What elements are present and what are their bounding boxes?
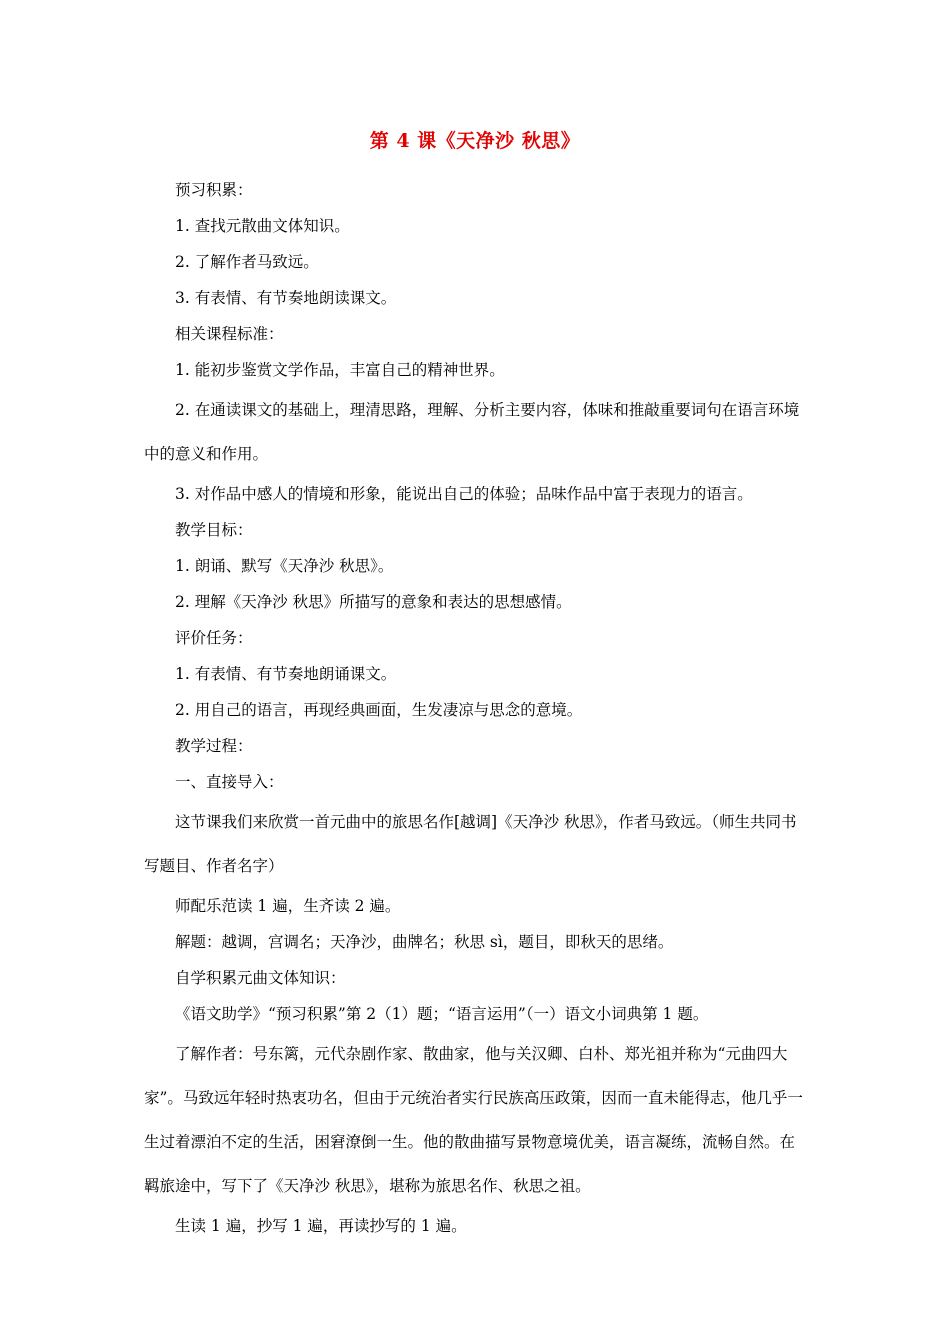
paragraph: 评价任务： [175,629,253,647]
document-body [144,172,806,1244]
paragraph: 《语文助学》“预习积累”第 2（1）题；“语言运用”（一）语文小词典第 1 题。 [175,1005,709,1023]
paragraph: 了解作者：号东篱，元代杂剧作家、散曲家，他与关汉卿、白朴、郑光祖并称为“元曲四大家”。马致远年轻时热衷功名，但由于元统治者实行民族高压政策，因而一直未能得志，他几乎一生过着漂泊不定的生活，困窘潦倒一生。他的散曲描写景物意境优美，语言凝练，流畅自然。在羁旅途中，写下了《天净沙 秋思》，堪称为旅思名作、秋思之祖。 [144,1045,803,1195]
paragraph: 1. 朗诵、默写《天净沙 秋思》。 [175,557,394,575]
paragraph: 预习积累： [175,181,253,199]
paragraph: 3. 有表情、有节奏地朗读课文。 [175,289,397,307]
paragraph: 生读 1 遍，抄写 1 遍，再读抄写的 1 遍。 [175,1217,467,1235]
paragraph: 解题：越调，宫调名；天净沙，曲牌名；秋思 sì，题目，即秋天的思绪。 [175,933,674,951]
paragraph: 一、直接导入： [175,773,284,791]
document-title: 第 4 课《天净沙 秋思》 [369,130,581,152]
paragraph: 2. 了解作者马致远。 [175,253,319,271]
paragraph: 1. 能初步鉴赏文学作品，丰富自己的精神世界。 [175,361,505,379]
paragraph: 教学目标： [175,521,253,539]
paragraph: 3. 对作品中感人的情境和形象，能说出自己的体验；品味作品中富于表现力的语言。 [175,485,753,503]
paragraph: 2. 用自己的语言，再现经典画面，生发凄凉与思念的意境。 [175,701,583,719]
paragraph: 教学过程： [175,737,253,755]
paragraph: 相关课程标准： [175,325,284,343]
paragraph: 1. 查找元散曲文体知识。 [175,217,350,235]
paragraph: 2. 在通读课文的基础上，理清思路，理解、分析主要内容，体味和推敲重要词句在语言环境中的意义和作用。 [144,401,800,463]
paragraph: 师配乐范读 1 遍，生齐读 2 遍。 [175,897,401,915]
paragraph: 这节课我们来欣赏一首元曲中的旅思名作[越调]《天净沙 秋思》，作者马致远。（师生共同书写题目、作者名字） [144,813,797,875]
paragraph: 1. 有表情、有节奏地朗诵课文。 [175,665,397,683]
paragraph: 自学积累元曲文体知识： [175,969,346,987]
paragraph: 2. 理解《天净沙 秋思》所描写的意象和表达的思想感情。 [175,593,572,611]
